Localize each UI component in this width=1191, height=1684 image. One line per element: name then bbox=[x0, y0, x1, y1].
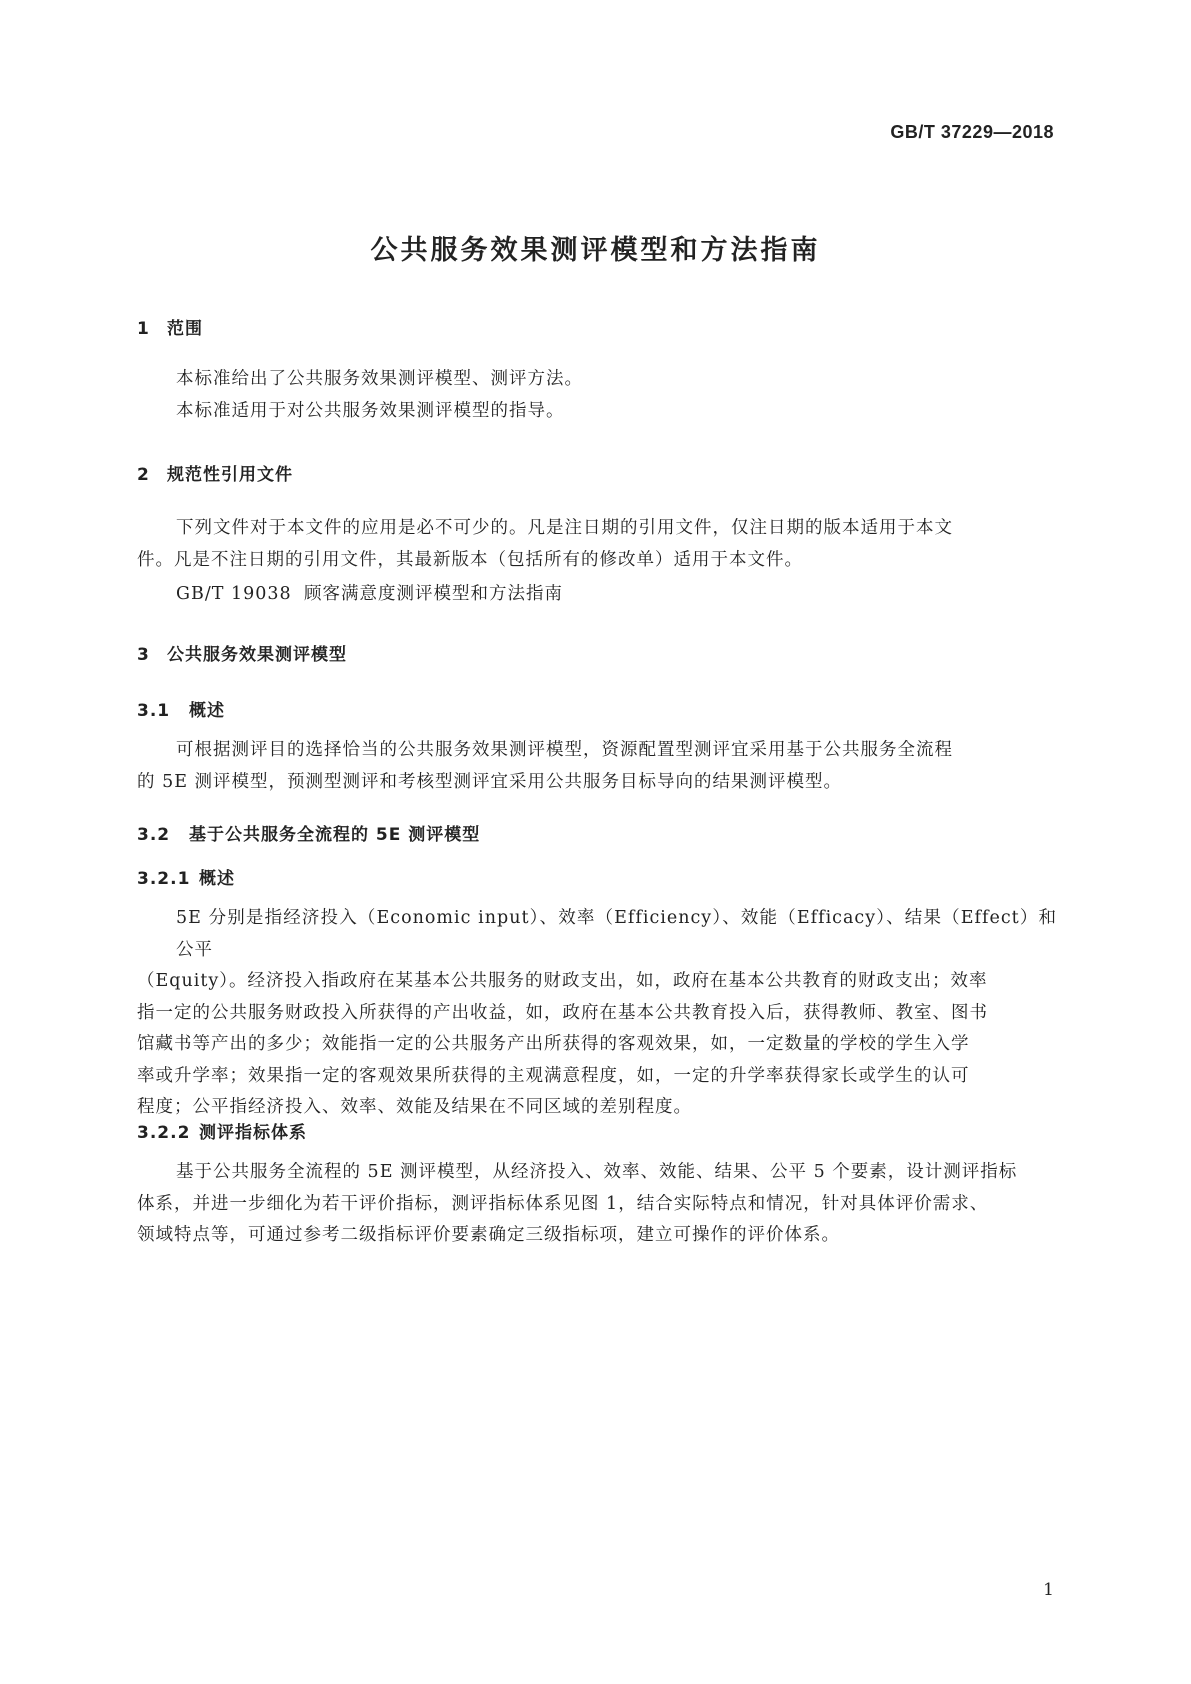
paragraph-line: 可根据测评目的选择恰当的公共服务效果测评模型，资源配置型测评宜采用基于公共服务全流程 bbox=[176, 740, 953, 760]
paragraph-line: 馆藏书等产出的多少；效能指一定的公共服务产出所获得的客观效果，如，一定数量的学校的学生入学 bbox=[137, 1034, 970, 1054]
document-title: 公共服务效果测评模型和方法指南 bbox=[370, 235, 821, 266]
section-3-2-2-heading bbox=[137, 1118, 307, 1143]
page-number: 1 bbox=[1043, 1580, 1054, 1600]
section-number: 3 bbox=[137, 645, 150, 665]
section-number: 2 bbox=[137, 465, 150, 485]
paragraph-line: 领域特点等，可通过参考二级指标评价要素确定三级指标项，建立可操作的评价体系。 bbox=[137, 1225, 840, 1245]
paragraph-line: （Equity）。经济投入指政府在某基本公共服务的财政支出，如，政府在基本公共教育的财政支出；效率 bbox=[137, 971, 988, 991]
paragraph-line: 指一定的公共服务财政投入所获得的产出收益，如，政府在基本公共教育投入后，获得教师、教室、图书 bbox=[137, 1002, 988, 1023]
paragraph-line: 下列文件对于本文件的应用是必不可少的。凡是注日期的引用文件，仅注日期的版本适用于本文 bbox=[176, 518, 953, 538]
paragraph-line: 率或升学率；效果指一定的客观效果所获得的主观满意程度，如，一定的升学率获得家长或学生的认可 bbox=[137, 1065, 970, 1086]
normative-reference bbox=[176, 580, 563, 605]
paragraph-line: 5E 分别是指经济投入（Economic input）、效率（Efficiency）、效能（Efficacy）、结果（Effect）和公平 bbox=[176, 908, 1057, 960]
section-3-1-body bbox=[137, 735, 1057, 798]
section-2-heading bbox=[137, 460, 293, 485]
paragraph-line: 件。凡是不注日期的引用文件，其最新版本（包括所有的修改单）适用于本文件。 bbox=[137, 549, 803, 570]
paragraph-line: 程度；公平指经济投入、效率、效能及结果在不同区域的差别程度。 bbox=[137, 1097, 692, 1117]
standard-code: GB/T 37229—2018 bbox=[890, 122, 1054, 142]
section-number: 3.2 bbox=[137, 825, 171, 845]
section-3-2-heading bbox=[137, 820, 480, 845]
section-1-body bbox=[137, 364, 1057, 427]
paragraph-line: 基于公共服务全流程的 5E 测评模型，从经济投入、效率、效能、结果、公平 5 个要素，设计测评指标 bbox=[176, 1162, 1018, 1182]
section-1-heading bbox=[137, 314, 203, 339]
section-title: 公共服务效果测评模型 bbox=[167, 645, 347, 665]
section-title: 范围 bbox=[167, 319, 203, 339]
paragraph-line: 体系，并进一步细化为若干评价指标，测评指标体系见图 1，结合实际特点和情况，针对具体评价需求、 bbox=[137, 1193, 989, 1214]
section-3-1-heading bbox=[137, 696, 225, 721]
section-3-2-2-body bbox=[137, 1157, 1057, 1252]
section-number: 3.1 bbox=[137, 701, 171, 721]
section-3-2-1-body bbox=[137, 903, 1057, 1124]
section-title: 概述 bbox=[199, 869, 235, 889]
section-number: 3.2.1 bbox=[137, 869, 191, 889]
section-number: 1 bbox=[137, 319, 150, 339]
paragraph-line: 的 5E 测评模型，预测型测评和考核型测评宜采用公共服务目标导向的结果测评模型。 bbox=[137, 771, 843, 792]
paragraph-line: 本标准给出了公共服务效果测评模型、测评方法。 bbox=[176, 369, 583, 389]
section-number: 3.2.2 bbox=[137, 1123, 191, 1143]
reference-title: 顾客满意度测评模型和方法指南 bbox=[304, 584, 563, 604]
section-3-heading bbox=[137, 640, 347, 665]
section-2-body bbox=[137, 513, 1057, 576]
section-title: 规范性引用文件 bbox=[167, 465, 293, 485]
section-3-2-1-heading bbox=[137, 864, 235, 889]
section-title: 概述 bbox=[189, 701, 225, 721]
reference-code: GB/T 19038 bbox=[176, 584, 292, 604]
section-title: 基于公共服务全流程的 5E 测评模型 bbox=[189, 825, 481, 845]
section-title: 测评指标体系 bbox=[199, 1123, 307, 1143]
paragraph-line: 本标准适用于对公共服务效果测评模型的指导。 bbox=[176, 400, 565, 421]
